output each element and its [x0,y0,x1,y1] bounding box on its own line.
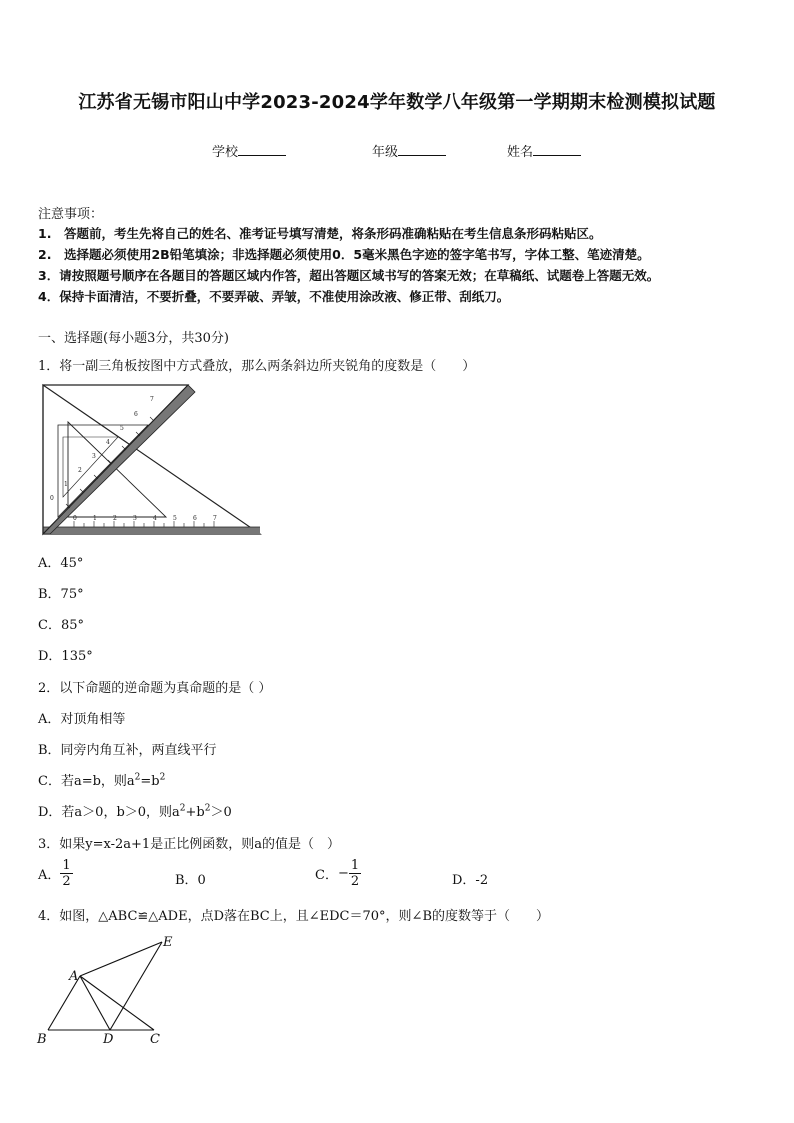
school-label: 学校 [212,145,239,160]
exponent: 2 [204,803,211,814]
section-heading: 一、选择题(每小题3分，共30分) [38,331,229,346]
q2-option-d[interactable] [38,801,232,820]
name-blank[interactable] [533,143,581,156]
q2-option-c[interactable] [38,770,165,789]
point-label-d: D [103,1032,114,1047]
ruler-label: 7 [213,515,217,522]
point-label-b: B [37,1032,47,1047]
q3-option-d[interactable]: D．-2 [452,873,489,888]
school-blank[interactable] [238,143,286,156]
ruler-label: 1 [93,515,97,522]
question-2-stem: 2．以下命题的逆命题为真命题的是（ ） [38,681,272,696]
question-1-stem: 1．将一副三角板按图中方式叠放，那么两条斜边所夹锐角的度数是（ ） [38,359,476,374]
q3-option-c[interactable] [315,858,361,889]
exponent: 2 [134,772,141,783]
point-label-e: E [163,935,173,950]
point-label-c: C [150,1032,160,1047]
q3-option-b[interactable]: B．0 [175,873,206,888]
grade-label: 年级 [372,145,399,160]
ruler-label: 0 [73,515,77,522]
school-field [212,141,286,160]
ruler-label: 4 [106,439,110,446]
q2-option-a[interactable]: A．对顶角相等 [38,712,126,727]
ruler-label: 0 [50,495,54,502]
q2-option-d-text: D．若a＞0，b＞0，则a [38,805,180,820]
fraction-half [349,858,361,889]
name-label: 姓名 [507,145,534,160]
fraction-denominator: 2 [350,874,360,889]
ruler-label: 3 [133,515,137,522]
ruler-label: 3 [92,453,96,460]
q1-option-d[interactable]: D．135° [38,649,93,664]
q1-option-c[interactable]: C．85° [38,618,84,633]
notice-title: 注意事项： [38,207,104,222]
grade-blank[interactable] [398,143,446,156]
q2-option-d-end: ＞0 [210,805,232,820]
fraction-numerator: 1 [350,858,360,873]
notice-item: 2. 选择题必须使用2B铅笔填涂；非选择题必须使用0．5毫米黑色字迹的签字笔书写，字体工整、笔迹清楚。 [38,247,650,262]
congruent-triangles-figure [34,932,184,1050]
question-3-stem: 3．如果y=x-2a+1是正比例函数，则a的值是（ ） [38,837,340,852]
q2-option-d-mid: +b [185,805,205,820]
q3-option-a[interactable] [38,858,73,889]
q1-option-b[interactable]: B．75° [38,587,84,602]
minus-sign: − [337,866,349,881]
q3-option-c-label: C． [315,868,338,883]
q3-option-a-label: A． [38,868,61,883]
ruler-label: 7 [150,396,154,403]
ruler-label: 5 [173,515,177,522]
fraction-denominator: 2 [62,874,71,889]
notice-item: 4．保持卡面清洁，不要折叠，不要弄破、弄皱，不准使用涂改液、修正带、刮纸刀。 [38,289,510,304]
ruler-label: 6 [193,515,197,522]
q2-option-c-text: C．若a=b，则a [38,774,135,789]
notice-item: 3．请按照题号顺序在各题目的答题区域内作答，超出答题区域书写的答案无效；在草稿纸、试题卷上答题无效。 [38,268,660,283]
fraction-half [60,858,72,889]
grade-field [372,141,446,160]
point-label-a: A [69,969,79,984]
exponent: 2 [159,772,166,783]
exam-title: 江苏省无锡市阳山中学2023-2024学年数学八年级第一学期期末检测模拟试题 [78,92,716,113]
name-field [507,141,581,160]
exponent: 2 [179,803,186,814]
ruler-label: 4 [153,515,157,522]
fraction-numerator: 1 [62,858,71,873]
question-4-stem: 4．如图，△ABC≌△ADE，点D落在BC上，且∠EDC＝70°，则∠B的度数等于（ ） [38,909,549,924]
q1-option-a[interactable]: A．45° [38,556,84,571]
ruler-label: 2 [78,467,82,474]
q2-option-c-mid: =b [140,774,160,789]
ruler-label: 2 [113,515,117,522]
ruler-label: 5 [120,425,124,432]
set-squares-figure [38,382,268,540]
q2-option-b[interactable]: B．同旁内角互补，两直线平行 [38,743,217,758]
notice-item: 1. 答题前，考生先将自己的姓名、准考证号填写清楚，将条形码准确粘贴在考生信息条形码粘贴区。 [38,226,602,241]
ruler-label: 1 [64,481,68,488]
ruler-label: 6 [134,411,138,418]
